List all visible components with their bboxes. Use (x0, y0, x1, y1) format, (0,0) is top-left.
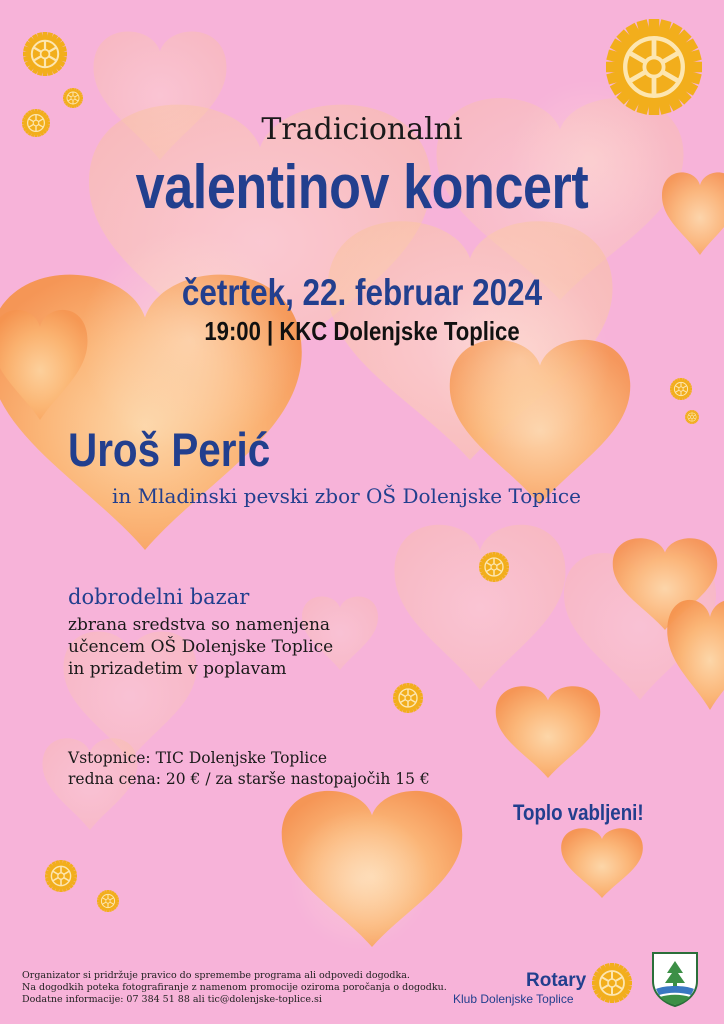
rotary-club-name: Klub Dolenjske Toplice (453, 992, 574, 1006)
ticket-price-line: redna cena: 20 € / za starše nastopajočih 15 € (68, 770, 430, 788)
guest-performer: in Mladinski pevski zbor OŠ Dolenjske Toplice (112, 484, 581, 508)
footer-line: Organizator si pridržuje pravico do spremembe programa ali odpovedi dogodka. (22, 970, 410, 981)
municipal-crest-icon (651, 951, 699, 1007)
rotary-logo-text: Rotary (526, 970, 587, 991)
rotary-wheel-icon (393, 683, 423, 713)
ticket-info-line: Vstopnice: TIC Dolenjske Toplice (68, 749, 328, 767)
rotary-wheel-icon (670, 378, 692, 400)
bazar-line: in prizadetim v poplavam (68, 659, 287, 679)
rotary-wheel-icon (685, 410, 699, 424)
event-date: četrtek, 22. februar 2024 (181, 272, 543, 313)
rotary-wheel-icon (479, 552, 509, 582)
footer-contact: Dodatne informacije: 07 384 51 88 ali tic@dolenjske-toplice.si (22, 994, 322, 1005)
bazar-title: dobrodelni bazar (68, 585, 250, 609)
rotary-wheel-icon (97, 890, 119, 912)
rotary-wheel-icon (45, 860, 77, 892)
rotary-wheel-icon (606, 19, 702, 115)
rotary-wheel-icon (592, 963, 632, 1003)
page-title: valentinov koncert (135, 153, 589, 222)
welcome-text: Toplo vabljeni! (513, 800, 644, 825)
rotary-wheel-icon (63, 88, 83, 108)
bazar-line: učencem OŠ Dolenjske Toplice (68, 637, 334, 657)
event-time-venue: 19:00 | KKC Dolenjske Toplice (204, 316, 520, 346)
footer-line: Na dogodkih poteka fotografiranje z namenom promocije oziroma poročanja o dogodku. (22, 982, 447, 993)
pre-title: Tradicionalni (261, 112, 463, 147)
rotary-wheel-icon (23, 32, 67, 76)
bazar-line: zbrana sredstva so namenjena (68, 615, 331, 635)
main-performer: Uroš Perić (68, 423, 271, 476)
